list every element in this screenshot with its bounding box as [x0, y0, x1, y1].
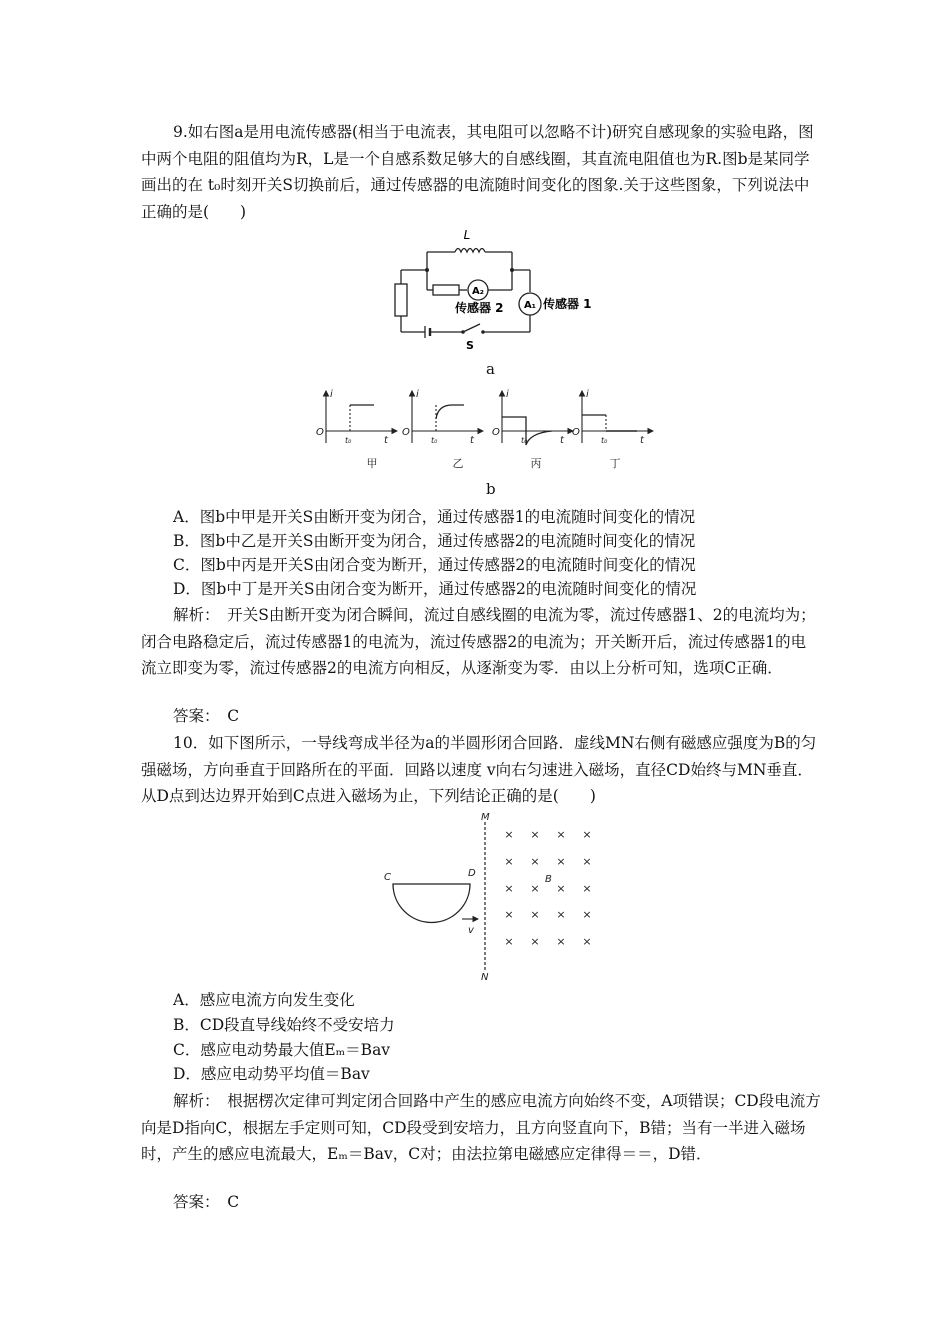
- q9-option-a: A．图b中甲是开关S由断开变为闭合，通过传感器1的电流随时间变化的情况: [173, 508, 696, 526]
- svg-text:×: ×: [556, 855, 566, 868]
- graph2-origin: O: [402, 427, 410, 438]
- q10-stem: 10．如下图所示，一导线弯成半径为a的半圆形闭合回路．虚线MN右侧有磁感应强度为B的匀强磁场，方向垂直于回路所在的平面．回路以速度 v向右匀速进入磁场，直径CD始终与MN垂直．从D点到达边界开始到C点进入磁场为止，下列结论正确的是( ): [141, 734, 817, 805]
- graph3-axis-i: i: [506, 389, 509, 400]
- q10-option-c: C．感应电动势最大值Eₘ＝Bav: [173, 1041, 391, 1059]
- resistor-branch: [433, 285, 459, 295]
- q9-answer: 答案： C: [173, 707, 240, 725]
- q10-option-a: A．感应电流方向发生变化: [173, 991, 355, 1009]
- graph3-label: 丙: [530, 457, 542, 470]
- svg-text:×: ×: [582, 935, 592, 948]
- svg-text:×: ×: [556, 882, 566, 895]
- svg-text:×: ×: [504, 935, 514, 948]
- label-c: C: [384, 872, 391, 883]
- graph3-t0: t₀: [521, 436, 528, 445]
- svg-text:×: ×: [582, 855, 592, 868]
- svg-text:×: ×: [582, 828, 592, 841]
- svg-text:×: ×: [556, 828, 566, 841]
- magnetic-field-crosses: [504, 828, 591, 948]
- resistor-left: [395, 284, 407, 316]
- q9-current-graphs: [312, 385, 657, 475]
- graph1-label: 甲: [366, 457, 378, 470]
- svg-text:×: ×: [556, 908, 566, 921]
- svg-text:×: ×: [504, 882, 514, 895]
- q9-stem: 9.如右图a是用电流传感器(相当于电流表，其电阻可以忽略不计)研究自感现象的实验电路，图中两个电阻的阻值均为R，L是一个自感系数足够大的自感线圈，其直流电阻值也为R.图b是某同学画出的在 t₀时刻开关S切换前后，通过传感器的电流随时间变化的图象.关于这些图象，下列说法中正确的是( ): [141, 123, 814, 221]
- fig-a-caption: a: [486, 360, 495, 378]
- label-v: v: [468, 925, 474, 936]
- graph3-origin: O: [492, 427, 500, 438]
- svg-text:×: ×: [504, 828, 514, 841]
- q10-answer: 答案： C: [173, 1193, 240, 1211]
- q10-analysis: 解析： 根据楞次定律可判定闭合回路中产生的感应电流方向始终不变，A项错误；CD段电流方向是D指向C，根据左手定则可知，CD段受到安培力，且方向竖直向下，B错；当有一半进入磁场时，产生的感应电流最大，Eₘ＝Bav，C对；由法拉第电磁感应定律得＝＝，D错．: [141, 1092, 821, 1163]
- svg-text:×: ×: [582, 908, 592, 921]
- svg-text:×: ×: [530, 828, 540, 841]
- svg-text:×: ×: [582, 882, 592, 895]
- svg-text:×: ×: [530, 935, 540, 948]
- a1-label: A₁: [523, 300, 537, 311]
- graph2-t0: t₀: [431, 436, 438, 445]
- graph1-axis-t: t: [384, 435, 388, 446]
- q10-option-d: D．感应电动势平均值＝Bav: [173, 1065, 370, 1083]
- graph2-axis-i: i: [416, 389, 419, 400]
- svg-text:×: ×: [504, 855, 514, 868]
- svg-text:×: ×: [530, 908, 540, 921]
- graph2-label: 乙: [452, 457, 464, 470]
- label-b: B: [545, 874, 552, 885]
- q9-option-d: D．图b中丁是开关S由闭合变为断开，通过传感器2的电流随时间变化的情况: [173, 580, 697, 598]
- svg-text:×: ×: [530, 882, 540, 895]
- label-d: D: [468, 868, 476, 879]
- sensor2-label: 传感器 2: [455, 301, 504, 315]
- graph1-axis-i: i: [330, 389, 333, 400]
- semicircle-loop: [393, 884, 470, 922]
- switch-s: [463, 324, 480, 332]
- q9-analysis: 解析： 开关S由断开变为闭合瞬间，流过自感线圈的电流为零，流过传感器1、2的电流均为；闭合电路稳定后，流过传感器1的电流为，流过传感器2的电流为；开关断开后，流过传感器1的电流立即变为零，流过传感器2的电流方向相反，从逐渐变为零．由以上分析可知，选项C正确．: [141, 606, 816, 677]
- inductor-coil: [455, 249, 485, 253]
- fig-b-caption: b: [486, 480, 496, 498]
- graph1-t0: t₀: [345, 436, 352, 445]
- graph1-origin: O: [316, 427, 324, 438]
- sensor1-label: 传感器 1: [543, 297, 592, 311]
- graph2-axis-t: t: [470, 435, 474, 446]
- q10-diagram: [378, 808, 603, 983]
- a2-label: A₂: [471, 286, 485, 297]
- switch-label: S: [466, 339, 474, 352]
- graph4-origin: O: [572, 427, 580, 438]
- graph4-label: 丁: [609, 457, 621, 470]
- svg-text:×: ×: [530, 855, 540, 868]
- inductor-label: L: [463, 228, 471, 242]
- label-n: N: [481, 972, 489, 983]
- graph4-axis-i: i: [586, 389, 589, 400]
- graph4-t0: t₀: [601, 436, 608, 445]
- graph3-axis-t: t: [560, 435, 564, 446]
- label-m: M: [481, 812, 490, 823]
- graph4-axis-t: t: [640, 435, 644, 446]
- q9-circuit-diagram: [385, 222, 600, 352]
- svg-text:×: ×: [556, 935, 566, 948]
- q9-option-b: B．图b中乙是开关S由断开变为闭合，通过传感器2的电流随时间变化的情况: [173, 532, 696, 550]
- q9-option-c: C．图b中丙是开关S由闭合变为断开，通过传感器2的电流随时间变化的情况: [173, 556, 696, 574]
- q10-option-b: B．CD段直导线始终不受安培力: [173, 1016, 395, 1034]
- svg-text:×: ×: [504, 908, 514, 921]
